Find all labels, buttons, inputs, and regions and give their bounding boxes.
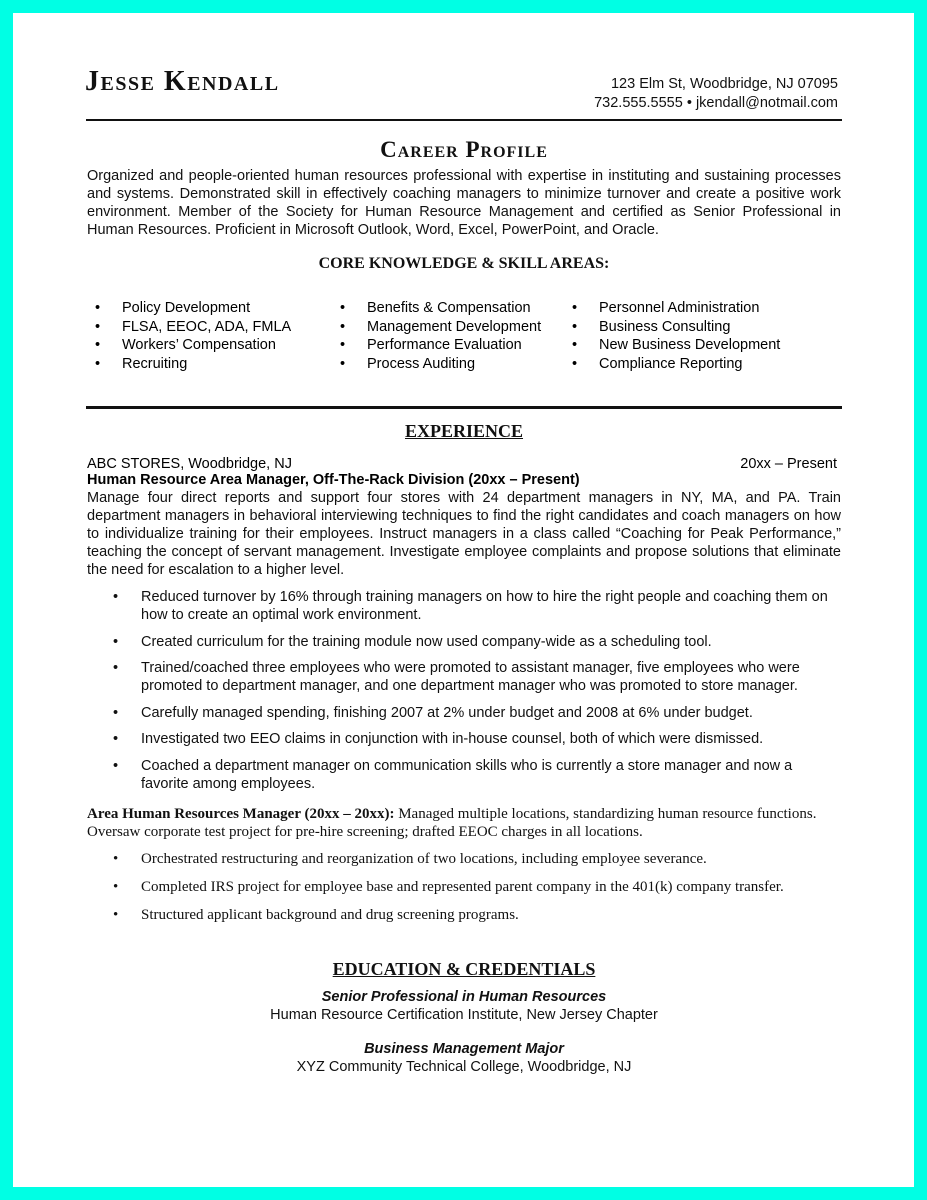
list-item: • Trained/coached three employees who were promoted to assistant manager, five employees who were promoted to department manager, and one department manager who was promoted to store manager. <box>109 659 839 695</box>
prior-role-title: Area Human Resources Manager (20xx – 20xx): <box>87 806 395 822</box>
skill-item: • Business Consulting <box>570 318 780 337</box>
prior-achievements-list <box>109 850 839 934</box>
skill-item: • Recruiting <box>93 355 291 374</box>
employment-dates: 20xx – Present <box>740 456 837 472</box>
career-profile-heading: Career Profile <box>380 137 548 162</box>
resume-page <box>13 13 914 1187</box>
skills-heading: CORE KNOWLEDGE & SKILL AREAS: <box>318 255 610 272</box>
institution: Human Resource Certification Institute, New Jersey Chapter <box>270 1007 658 1023</box>
employer-name: ABC STORES, Woodbridge, NJ <box>87 456 292 472</box>
skill-item: • Management Development <box>338 318 541 337</box>
phone-email: 732.555.5555 • jkendall@notmail.com <box>594 95 838 111</box>
skill-item: • Performance Evaluation <box>338 336 541 355</box>
section-divider <box>86 406 842 409</box>
list-item: • Carefully managed spending, finishing 2007 at 2% under budget and 2008 at 6% under budget. <box>109 704 839 722</box>
education-heading: EDUCATION & CREDENTIALS <box>332 959 596 979</box>
education-item <box>87 988 841 1024</box>
list-item: • Completed IRS project for employee base and represented parent company in the 401(k) company transfer. <box>109 878 839 896</box>
career-profile-text: Organized and people-oriented human resources professional with expertise in instituting and sustaining processes and systems. Demonstrated skill in effectively coaching managers to minimize turnover and create a positive work environment. Member of the Society for Human Resource Management and certified as Senior Professional in Human Resources. Proficient in Microsoft Outlook, Word, Excel, PowerPoint, and Oracle. <box>87 168 841 238</box>
list-item: • Investigated two EEO claims in conjunction with in-house counsel, both of which were dismissed. <box>109 730 839 748</box>
skill-item: • Compliance Reporting <box>570 355 780 374</box>
skills-column-1 <box>93 299 291 373</box>
job-title: Human Resource Area Manager, Off-The-Rack Division (20xx – Present) <box>87 472 580 488</box>
candidate-name: Jesse Kendall <box>85 66 280 97</box>
prior-role-description: Managed multiple locations, standardizing human resource functions. Oversaw corporate test project for pre-hire screening; drafted EEOC charges in all locations. <box>87 806 817 840</box>
job-description: Manage four direct reports and support four stores with 24 department managers in NY, MA, and PA. Train department managers in behavioral interviewing techniques to find the right candidates and coach managers on how to individualize training for their employees. Instruct managers in a class called “Coaching for Peak Performance,” teaching the concept of servant management. Investigate employee complaints and propose solutions that eliminate the need for escalation to a higher level. <box>87 490 841 578</box>
degree: Senior Professional in Human Resources <box>321 989 607 1005</box>
skill-item: • Personnel Administration <box>570 299 780 318</box>
skill-item: • Policy Development <box>93 299 291 318</box>
prior-role <box>87 805 841 841</box>
header-divider <box>86 119 842 121</box>
contact-info <box>594 75 838 113</box>
skills-column-3 <box>570 299 780 373</box>
experience-heading: EXPERIENCE <box>404 421 524 441</box>
institution: XYZ Community Technical College, Woodbridge, NJ <box>296 1059 632 1075</box>
skill-item: • Benefits & Compensation <box>338 299 541 318</box>
degree: Business Management Major <box>364 1041 564 1057</box>
list-item: • Coached a department manager on communication skills who is currently a store manager and now a favorite among employees. <box>109 757 839 793</box>
list-item: • Reduced turnover by 16% through training managers on how to hire the right people and coaching them on how to create an optimal work environment. <box>109 588 839 624</box>
list-item: • Structured applicant background and drug screening programs. <box>109 906 839 924</box>
skill-item: • Workers’ Compensation <box>93 336 291 355</box>
skill-item: • New Business Development <box>570 336 780 355</box>
education-item <box>87 1040 841 1076</box>
address: 123 Elm St, Woodbridge, NJ 07095 <box>610 76 838 92</box>
achievements-list <box>109 588 839 801</box>
skill-item: • FLSA, EEOC, ADA, FMLA <box>93 318 291 337</box>
list-item: • Created curriculum for the training module now used company-wide as a scheduling tool. <box>109 633 839 651</box>
list-item: • Orchestrated restructuring and reorganization of two locations, including employee severance. <box>109 850 839 868</box>
skill-item: • Process Auditing <box>338 355 541 374</box>
skills-column-2 <box>338 299 541 373</box>
